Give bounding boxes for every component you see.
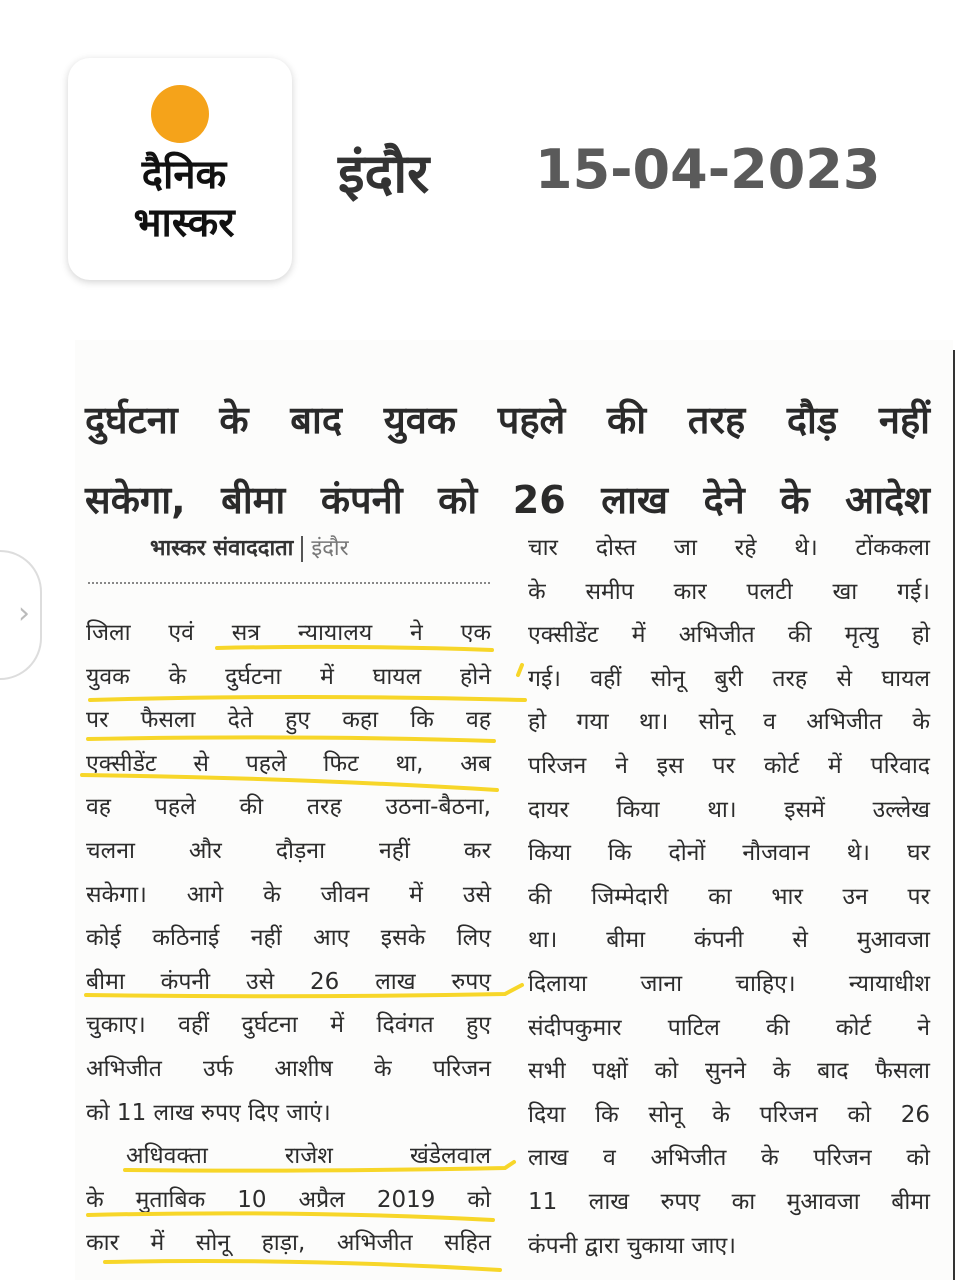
article-headline: [85, 380, 930, 540]
column-rule: [953, 350, 955, 1280]
article-text-line: के मुताबिक 10 अप्रैल 2019 को: [86, 1186, 491, 1213]
article-text-line: परिजन ने इस पर कोर्ट में परिवाद: [528, 752, 930, 779]
byline-author: भास्कर संवाददाता: [150, 536, 294, 561]
logo-line2: भास्कर: [133, 200, 235, 246]
article-text-line: था। बीमा कंपनी से मुआवजा: [528, 927, 930, 954]
article-column-right: [528, 527, 930, 1268]
article-text-line: कंपनी द्वारा चुकाया जाए।: [528, 1232, 736, 1259]
article-text-line: के समीप कार पलटी खा गई।: [528, 578, 930, 605]
article-text-line: एक्सीडेंट से पहले फिट था, अब: [86, 750, 491, 777]
article-text-line: सकेगा। आगे के जीवन में उसे: [86, 881, 491, 908]
article-text-line: जिला एवं सत्र न्यायालय ने एक: [86, 620, 491, 646]
article-text-line: कोई कठिनाई नहीं आए इसके लिए: [86, 925, 491, 952]
article-text-line: पर फैसला देते हुए कहा कि वह: [86, 707, 491, 734]
article-text-line: लाख व अभिजीत के परिजन को: [528, 1145, 930, 1172]
carousel-next-button[interactable]: [0, 550, 42, 680]
logo-line1: दैनिक: [141, 152, 227, 198]
article-text-line: अधिवक्ता राजेश खंडेलवाल: [126, 1143, 491, 1170]
edition-city: इंदौर: [338, 142, 430, 205]
edition-date: 15-04-2023: [535, 138, 881, 201]
article-text-line: किया कि दोनों नौजवान थे। घर: [528, 840, 930, 867]
headline-line: दुर्घटना के बाद युवक पहले की तरह दौड़ नहीं: [85, 398, 930, 442]
article-text-line: संदीपकुमार पाटिल की कोर्ट ने: [528, 1014, 930, 1041]
article-text-line: 11 लाख रुपए का मुआवजा बीमा: [528, 1188, 930, 1215]
article-text-line: वह पहले की तरह उठना-बैठना,: [86, 794, 491, 821]
article-text-line: अभिजीत उर्फ आशीष के परिजन: [86, 1055, 491, 1082]
article-text-line: चुकाए। वहीं दुर्घटना में दिवंगत हुए: [86, 1012, 491, 1039]
article-text-line: दिलाया जाना चाहिए। न्यायाधीश: [528, 970, 930, 997]
byline-divider: [301, 536, 303, 562]
article-text-line: हो गया था। सोनू व अभिजीत के: [528, 709, 930, 736]
article-text-line: सभी पक्षों को सुनने के बाद फैसला: [528, 1058, 930, 1085]
headline-line: सकेगा, बीमा कंपनी को 26 लाख देने के आदेश: [85, 478, 930, 522]
article-text-line: युवक के दुर्घटना में घायल होने: [86, 663, 491, 690]
chevron-right-icon: ›: [18, 596, 30, 631]
dotted-divider: [88, 582, 490, 584]
byline: [150, 532, 349, 562]
article-column-left: [86, 612, 491, 1266]
article-text-line: गई। वहीं सोनू बुरी तरह से घायल: [528, 665, 930, 692]
article-text-line: बीमा कंपनी उसे 26 लाख रुपए: [86, 968, 491, 995]
article-text-line: चलना और दौड़ना नहीं कर: [86, 837, 491, 864]
article-text-line: एक्सीडेंट में अभिजीत की मृत्यु हो: [528, 622, 930, 649]
logo-sun-icon: [151, 85, 209, 143]
article-text-line: दायर किया था। इसमें उल्लेख: [528, 796, 930, 823]
article-text-line: को 11 लाख रुपए दिए जाएं।: [86, 1099, 331, 1126]
article-text-line: दिया कि सोनू के परिजन को 26: [528, 1101, 930, 1128]
article-text-line: चार दोस्त जा रहे थे। टोंककला: [528, 535, 930, 561]
byline-city: इंदौर: [311, 536, 349, 561]
article-text-line: की जिम्मेदारी का भार उन पर: [528, 883, 930, 910]
article-text-line: कार में सोनू हाड़ा, अभिजीत सहित: [86, 1230, 491, 1257]
